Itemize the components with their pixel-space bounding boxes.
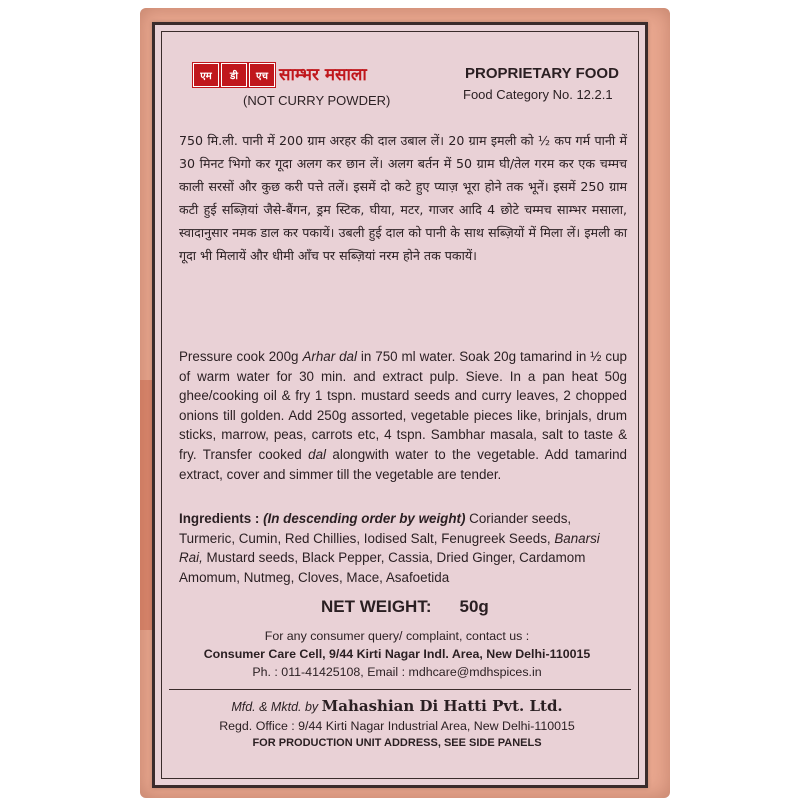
product-subtitle: (NOT CURRY POWDER) <box>243 93 391 108</box>
net-weight-value: 50g <box>459 597 489 616</box>
company-name: Mahashian Di Hatti Pvt. Ltd. <box>321 697 563 715</box>
ingredients-list-b: Mustard seeds, Black Pepper, Cassia, Dried Ginger, Cardamom Amomum, Nutmeg, Cloves, Mace, Asafoetida <box>179 550 586 585</box>
recipe-dish-name: Arhar dal <box>302 349 357 364</box>
product-name-hindi: साम्भर मसाला <box>279 65 367 85</box>
ingredients-qualifier: (In descending order by weight) <box>263 511 466 526</box>
registered-office: Regd. Office : 9/44 Kirti Nagar Industrial Area, New Delhi-110015 <box>219 719 575 733</box>
production-note: FOR PRODUCTION UNIT ADDRESS, SEE SIDE PANELS <box>252 737 542 749</box>
category-label: PROPRIETARY FOOD <box>465 65 619 82</box>
recipe-text-1: Pressure cook 200g <box>179 349 303 364</box>
recipe-hindi: 750 मि.ली. पानी में 200 ग्राम अरहर की दाल उबाल लें। 20 ग्राम इमली को ½ कप गर्म पानी में 30 मिनट भिगो कर गूदा अलग कर छान लें। अलग बर्तन में 50 ग्राम घी/तेल गरम कर एक चम्मच काली सरसों और कुछ करी पत्ते तलें। इसमें दो कटे हुए प्याज़ भूरा होने तक भूनें। इसमें 250 ग्राम कटी हुई सब्ज़ियां जैसे-बैंगन, ड्रम स्टिक, घीया, मटर, गाजर आदि 4 छोटे चम्मच साम्भर मसाला, स्वादानुसार नमक डाल कर पकायें। उबली हुई दाल को पानी के साथ सब्ज़ियों में मिला लें। इमली का गूदा भी मिलायें और धीमी आँच पर सब्ज़ियां नरम होने तक पकायें। <box>179 133 627 263</box>
recipe-text-3: alongwith water to the vegetable. Add tamarind extract, cover and simmer till the vegetable are tender. <box>179 446 627 482</box>
net-weight-label: NET WEIGHT: <box>321 597 432 616</box>
ingredients <box>179 509 627 587</box>
logo-letter-2: डी <box>221 63 247 87</box>
label-panel <box>152 22 648 788</box>
divider <box>169 689 631 690</box>
ingredients-list-a: Coriander seeds, Turmeric, Cumin, Red Chillies, Iodised Salt, Fenugreek Seeds, <box>179 511 572 546</box>
consumer-query-line: For any consumer query/ complaint, contact us : <box>264 629 530 643</box>
food-category-code: Food Category No. 12.2.1 <box>463 87 613 102</box>
recipe-english <box>179 347 627 484</box>
recipe-text-2: in 750 ml water. Soak 20g tamarind in ½ cup of warm water for 30 min. and extract pulp. Sieve. In a pan heat 50g ghee/cooking oil & fry 1 tspn. mustard seeds and curry leaves, 2 chopped onions till golden. Add 250g assorted, vegetable pieces like, brinjals, drum sticks, marrow, peas, carrots etc, 4 tspn. Sambhar masala, salt to taste & fry. Transfer cooked <box>179 349 627 462</box>
brand-logo <box>193 63 275 87</box>
consumer-care-address: Consumer Care Cell, 9/44 Kirti Nagar Indl. Area, New Delhi-110015 <box>203 647 591 661</box>
logo-letter-3: एच <box>249 63 275 87</box>
logo-letter-1: एम <box>193 63 219 87</box>
manufacturer-prefix: Mfd. & Mktd. by <box>231 700 322 714</box>
manufacturer-line <box>155 697 639 715</box>
ingredients-banarsi-rai: Banarsi Rai, <box>179 530 600 566</box>
ingredients-label: Ingredients : <box>179 511 264 526</box>
recipe-dal: dal <box>308 446 327 462</box>
net-weight <box>321 597 489 617</box>
consumer-contact: Ph. : 011-41425108, Email : mdhcare@mdhspices.in <box>252 665 542 679</box>
